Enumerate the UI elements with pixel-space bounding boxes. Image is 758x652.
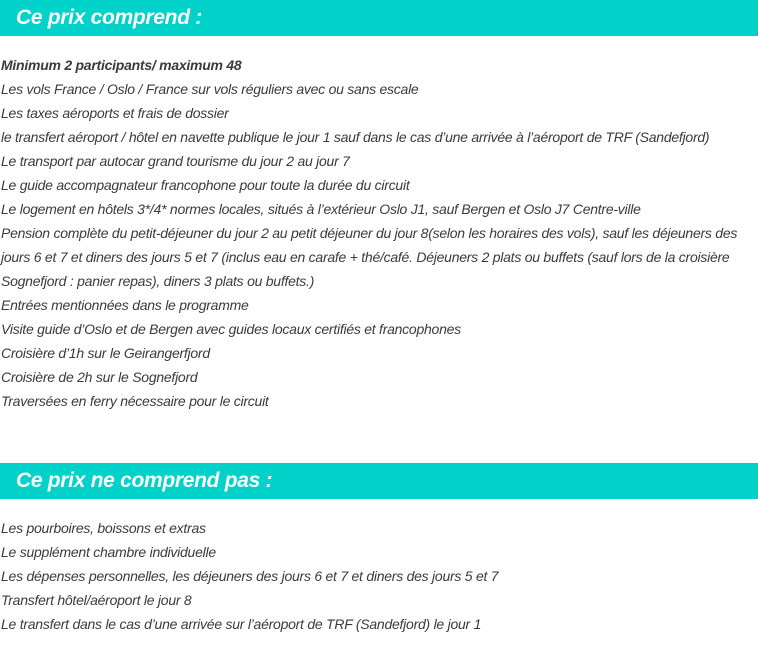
list-item: Le transport par autocar grand tourisme du jour 2 au jour 7 — [1, 153, 350, 169]
excluded-heading: Ce prix ne comprend pas : — [0, 463, 758, 499]
list-item: Entrées mentionnées dans le programme — [1, 297, 249, 313]
list-item: Le supplément chambre individuelle — [1, 544, 216, 560]
list-item: Croisière d’1h sur le Geirangerfjord — [1, 345, 210, 361]
list-item: le transfert aéroport / hôtel en navette publique le jour 1 sauf dans le cas d’une arrivée à l’aéroport de TRF (Sandefjord) — [1, 129, 710, 145]
list-item: Traversées en ferry nécessaire pour le circuit — [1, 393, 269, 409]
list-item: Transfert hôtel/aéroport le jour 8 — [1, 592, 192, 608]
list-item: Les taxes aéroports et frais de dossier — [1, 105, 229, 121]
list-item: Le guide accompagnateur francophone pour toute la durée du circuit — [1, 177, 410, 193]
list-item: Visite guide d’Oslo et de Bergen avec guides locaux certifiés et francophones — [1, 321, 461, 337]
excluded-list — [1, 516, 753, 636]
list-item: Pension complète du petit-déjeuner du jour 2 au petit déjeuner du jour 8(selon les horaires des vols), sauf les déjeuners des jours 6 et 7 et diners des jours 5 et 7 (inclus eau en carafe + thé/café. Déjeuners 2 plats ou buffets (sauf lors de la croisière Sognefjord : panier repas), diners 3 plats ou buffets.) — [1, 225, 738, 289]
list-item: Minimum 2 participants/ maximum 48 — [1, 57, 242, 73]
included-list — [1, 53, 753, 413]
list-item: Les dépenses personnelles, les déjeuners des jours 6 et 7 et diners des jours 5 et 7 — [1, 568, 499, 584]
included-heading: Ce prix comprend : — [0, 0, 758, 36]
list-item: Le transfert dans le cas d’une arrivée sur l’aéroport de TRF (Sandefjord) le jour 1 — [1, 616, 482, 632]
list-item: Le logement en hôtels 3*/4* normes locales, situés à l’extérieur Oslo J1, sauf Bergen et Oslo J7 Centre-ville — [1, 201, 641, 217]
list-item: Les vols France / Oslo / France sur vols réguliers avec ou sans escale — [1, 81, 419, 97]
list-item: Les pourboires, boissons et extras — [1, 520, 206, 536]
list-item: Croisière de 2h sur le Sognefjord — [1, 369, 198, 385]
